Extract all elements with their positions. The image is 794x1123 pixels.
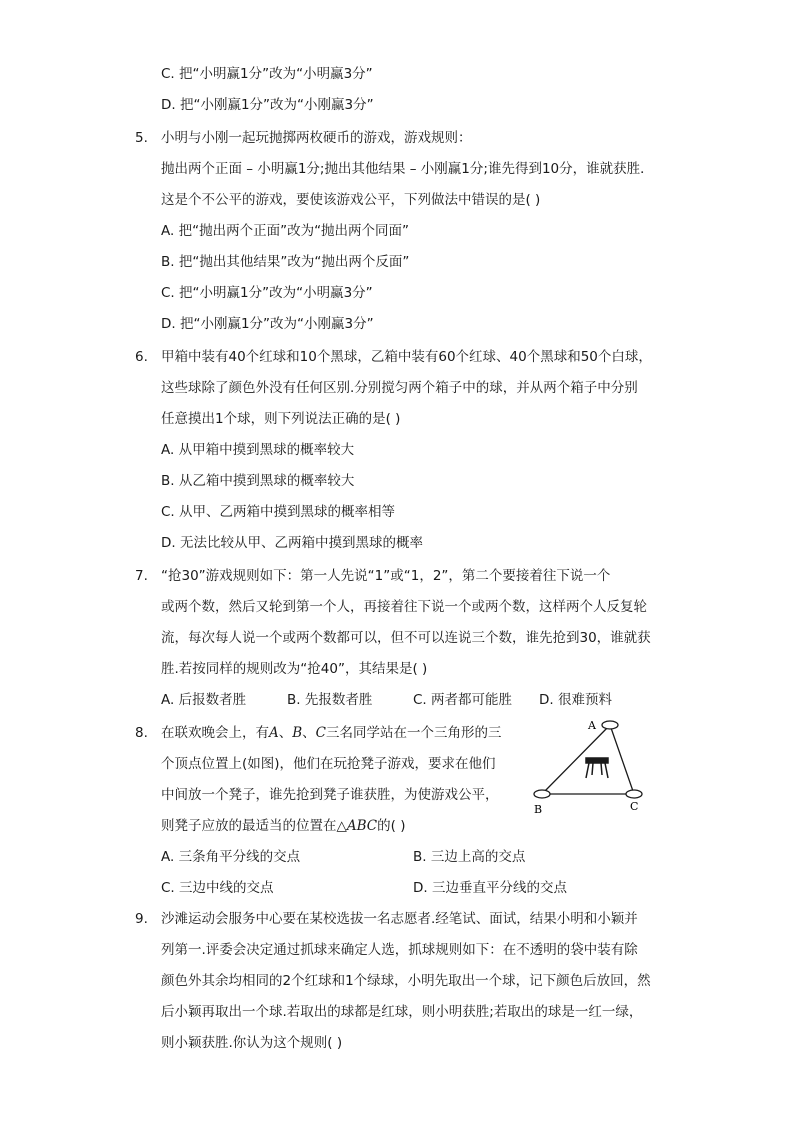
label-b: B bbox=[534, 803, 543, 816]
q8-line-3: 中间放一个凳子，谁先抢到凳子谁获胜，为使游戏公平， bbox=[161, 787, 499, 803]
q7-option-b: B. 先报数者胜 bbox=[287, 692, 373, 708]
q6-line-1: 甲箱中装有40个红球和10个黑球，乙箱中装有60个红球、40个黑球和50个白球， bbox=[161, 349, 652, 365]
option-c-prev: C. 把“小明赢1分”改为“小明赢3分” bbox=[161, 66, 373, 82]
q9-line-5: 则小颖获胜.你认为这个规则( ) bbox=[161, 1035, 343, 1051]
q7-line-2: 或两个数，然后又轮到第一个人，再接着往下说一个或两个数，这样两个人反复轮 bbox=[161, 599, 647, 615]
q7-line-3: 流，每次每人说一个或两个数都可以，但不可以连说三个数，谁先抢到30，谁就获 bbox=[161, 630, 651, 646]
q7-option-d: D. 很难预料 bbox=[539, 692, 612, 708]
q8-line-1: 在联欢晚会上，有A、B、C三名同学站在一个三角形的三 bbox=[161, 725, 502, 741]
vertex-b-ellipse bbox=[534, 790, 550, 798]
triangle-stool-figure bbox=[526, 712, 656, 817]
vertex-c-ellipse bbox=[626, 790, 642, 798]
point-b: B bbox=[292, 725, 303, 741]
q7-option-c: C. 两者都可能胜 bbox=[413, 692, 513, 708]
q5-line-1: 小明与小刚一起玩抛掷两枚硬币的游戏，游戏规则： bbox=[161, 130, 472, 146]
q6-number: 6. bbox=[135, 349, 148, 365]
point-a: A bbox=[269, 725, 279, 741]
q5-option-b: B. 把“抛出其他结果”改为“抛出两个反面” bbox=[161, 254, 410, 270]
q8-option-b: B. 三边上高的交点 bbox=[413, 849, 526, 865]
q9-number: 9. bbox=[135, 911, 148, 927]
q9-line-3: 颜色外其余均相同的2个红球和1个绿球，小明先取出一个球，记下颜色后放回，然 bbox=[161, 973, 651, 989]
q7-line-1: “抢30”游戏规则如下：第一人先说“1”或“1，2”，第二个要接着往下说一个 bbox=[161, 568, 611, 584]
stool-icon bbox=[586, 758, 608, 778]
q7-number: 7. bbox=[135, 568, 148, 584]
q7-line-4: 胜.若按同样的规则改为“抢40”，其结果是( ) bbox=[161, 661, 428, 677]
q9-line-4: 后小颖再取出一个球.若取出的球都是红球，则小明获胜;若取出的球是一红一绿， bbox=[161, 1004, 643, 1020]
q8-number: 8. bbox=[135, 725, 148, 741]
q6-option-c: C. 从甲、乙两箱中摸到黑球的概率相等 bbox=[161, 504, 396, 520]
vertex-a-ellipse bbox=[602, 721, 618, 729]
q5-option-d: D. 把“小刚赢1分”改为“小刚赢3分” bbox=[161, 316, 374, 332]
point-c: C bbox=[315, 725, 327, 741]
q8-option-c: C. 三边中线的交点 bbox=[161, 880, 274, 896]
label-a: A bbox=[588, 719, 596, 732]
q5-number: 5. bbox=[135, 130, 148, 146]
q8-option-d: D. 三边垂直平分线的交点 bbox=[413, 880, 567, 896]
q8-line-4: 则凳子应放的最适当的位置在△ABC的( ) bbox=[161, 818, 406, 834]
q9-line-2: 列第一.评委会决定通过抓球来确定人选，抓球规则如下：在不透明的袋中装有除 bbox=[161, 942, 638, 958]
q6-option-b: B. 从乙箱中摸到黑球的概率较大 bbox=[161, 473, 355, 489]
q5-line-3: 这是个不公平的游戏，要使该游戏公平，下列做法中错误的是( ) bbox=[161, 192, 541, 208]
q8-line-2: 个顶点位置上(如图)，他们在玩抢凳子游戏，要求在他们 bbox=[161, 756, 496, 772]
option-d-prev: D. 把“小刚赢1分”改为“小刚赢3分” bbox=[161, 97, 374, 113]
q6-option-d: D. 无法比较从甲、乙两箱中摸到黑球的概率 bbox=[161, 535, 423, 551]
q5-option-c: C. 把“小明赢1分”改为“小明赢3分” bbox=[161, 285, 373, 301]
q6-line-3: 任意摸出1个球，则下列说法正确的是( ) bbox=[161, 411, 401, 427]
q7-option-a: A. 后报数者胜 bbox=[161, 692, 247, 708]
q8-option-a: A. 三条角平分线的交点 bbox=[161, 849, 301, 865]
q6-option-a: A. 从甲箱中摸到黑球的概率较大 bbox=[161, 442, 355, 458]
q5-option-a: A. 把“抛出两个正面”改为“抛出两个同面” bbox=[161, 223, 410, 239]
q9-line-1: 沙滩运动会服务中心要在某校选拔一名志愿者.经笔试、面试，结果小明和小颖并 bbox=[161, 911, 638, 927]
q6-line-2: 这些球除了颜色外没有任何区别.分别搅匀两个箱子中的球，并从两个箱子中分别 bbox=[161, 380, 638, 396]
q5-line-2: 抛出两个正面 – 小明赢1分;抛出其他结果 – 小刚赢1分;谁先得到10分，谁就获胜． bbox=[161, 161, 654, 177]
label-c: C bbox=[630, 800, 639, 813]
